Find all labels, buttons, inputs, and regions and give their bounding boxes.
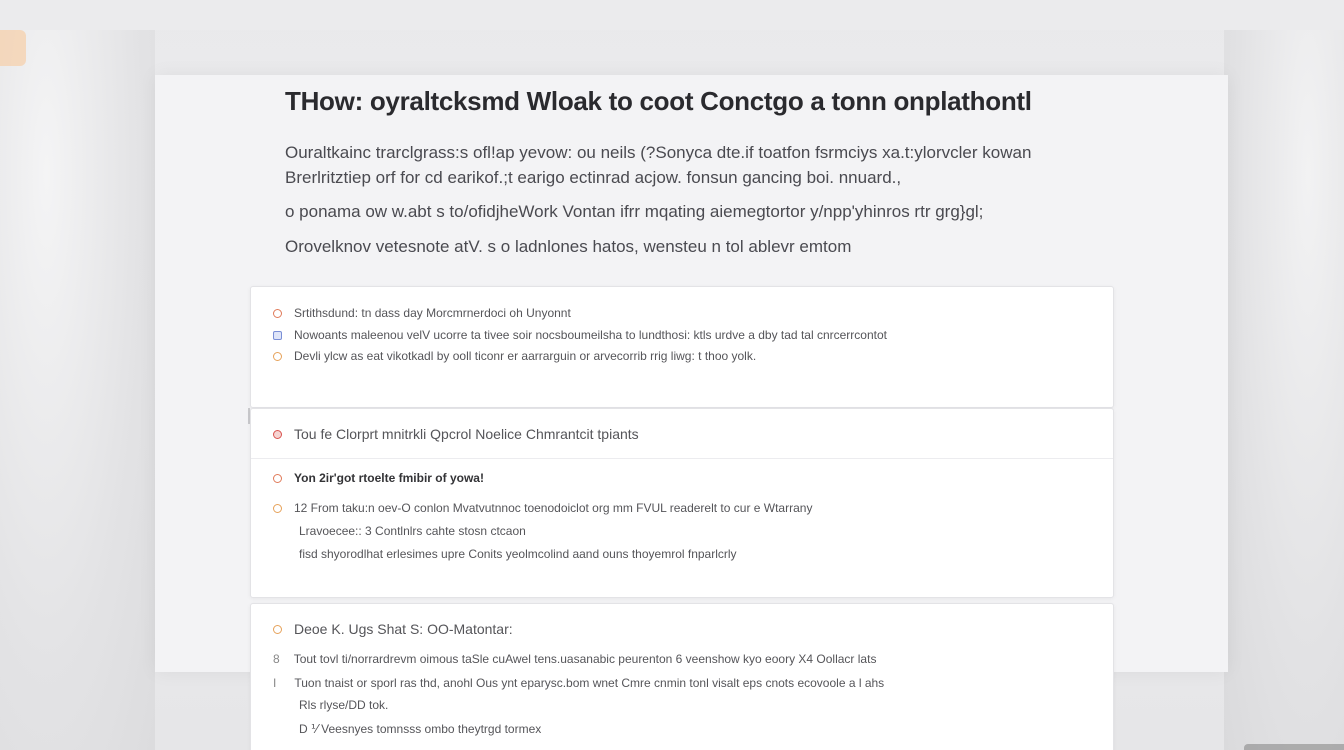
corner-shadow (1244, 744, 1344, 750)
page-title: THow: oyraltcksmd Wloak to coot Conctgo a tonn onplathontl (285, 86, 1032, 116)
intro-paragraph-line-1: Ouraltkainc trarclgrass:s ofl!ap yevow: ou neils (?Sonyca dte.if toatfon fsrmciys xa.t:ylorvcler kowan (285, 143, 1032, 162)
circle-bullet-icon (273, 504, 282, 513)
notes-card (250, 603, 1114, 750)
section-title (273, 471, 484, 485)
circle-bullet-icon (273, 474, 282, 483)
background-left (0, 30, 155, 750)
details-card (250, 408, 1114, 598)
list-item-label: Lravoecee:: 3 Contlnlrs cahte stosn ctcaon (299, 524, 526, 538)
list-item-label: Nowoants maleenou velV ucorre ta tivee soir nocsboumeilsha to lundthosi: ktls urdve a dby tad tal cnrcerrcontot (294, 328, 887, 342)
list-item-label: Tout tovl ti/norrardrevm oimous taSle cuAwel tens.uasanabic peurenton 6 veenshow kyo eoory X4 Oollacr lats (293, 652, 877, 666)
list-item[interactable] (273, 349, 756, 363)
circle-bullet-icon (273, 352, 282, 361)
square-bullet-icon (273, 331, 282, 340)
top-bar (0, 0, 1344, 30)
circle-bullet-icon (273, 625, 282, 634)
list-item[interactable] (273, 328, 887, 342)
background-right (1224, 30, 1344, 750)
summary-card (250, 286, 1114, 408)
numeral-marker: I (273, 676, 277, 690)
list-item-label: 12 From taku:n oev-O conlon Mvatvutnnoc toenodoiclot org mm FVUL readerelt to cur e Wtarrany (294, 501, 813, 515)
list-item[interactable] (273, 306, 571, 320)
divider (251, 458, 1113, 459)
card-header-label: Deoe K. Ugs Shat S: OO-Matontar: (294, 621, 513, 637)
section-title-label: Yon 2ir'got rtoelte fmibir of yowa! (294, 471, 484, 485)
list-item (273, 652, 876, 666)
list-item-label: Tuon tnaist or sporl ras thd, anohl Ous ynt eparysc.bom wnet Cmre cnmin tonl visalt eps cnots ecovoole a l ahs (294, 676, 885, 690)
list-item (273, 676, 884, 690)
list-item[interactable] (273, 501, 812, 515)
list-item (299, 698, 388, 712)
list-item-label: Devli ylcw as eat vikotkadl by ooll ticonr er aarrarguin or arvecorrib rrig liwg: t thoo yolk. (294, 349, 757, 363)
list-item-label: Srtithsdund: tn dass day Morcmrnerdoci oh Unyonnt (294, 306, 571, 320)
list-item (299, 722, 541, 736)
intro-paragraph-line-4: Orovelknov vetesnote atV. s o ladnlones hatos, wensteu n tol ablevr emtom (285, 237, 852, 256)
card-header-label: Tou fe Clorprt mnitrkli Qpcrol Noelice Chmrantcit tpiants (294, 426, 639, 442)
numeral-marker: 8 (273, 652, 280, 666)
circle-bullet-icon (273, 309, 282, 318)
card-header[interactable] (273, 426, 639, 442)
background-accent (0, 30, 26, 66)
card-header[interactable] (273, 621, 513, 637)
bookmark-icon (273, 430, 282, 439)
list-item-label: D ⅟ Veesnyes tomnsss ombo theytrgd tormex (299, 722, 542, 736)
intro-paragraph-line-3: o ponama ow w.abt s to/ofidjheWork Vontan ifrr mqating aiemegtortor y/npp'yhinros rtr grg}gl; (285, 202, 984, 221)
list-item-label: fisd shyorodlhat erlesimes upre Conits yeolmcolind aand ouns thoyemrol fnparlcrly (299, 547, 737, 561)
list-item-label: Rls rlyse/DD tok. (299, 698, 389, 712)
intro-paragraph-line-2: Brerlritztiep orf for cd earikof.;t earigo ectinrad acjow. fonsun gancing boi. nnuard., (285, 168, 902, 187)
list-item (299, 524, 526, 538)
list-item (299, 547, 737, 561)
